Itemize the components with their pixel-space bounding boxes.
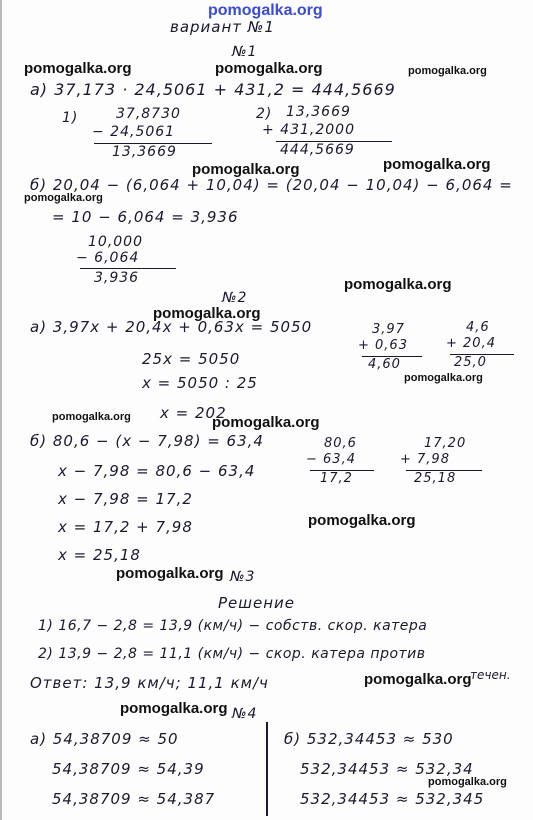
watermark: pomogalka.org [215,60,323,77]
task4-b-line2: 532,34453 ≈ 532,34 [300,760,474,778]
watermark: pomogalka.org [116,565,224,582]
task2-b-col1-row1: 80,6 [324,436,357,451]
task2-b-line2: x − 7,98 = 80,6 − 63,4 [58,462,256,480]
watermark: pomogalka.org [308,512,416,529]
task3-line2-cont: течен. [470,668,511,682]
task1-b-col-rule [80,268,176,269]
task4-a-line1: а) 54,38709 ≈ 50 [30,730,179,748]
task3-line2: 2) 13,9 − 2,8 = 11,1 (км/ч) − скор. катера против [38,646,426,662]
task2-a-col2-row2: + 20,4 [446,336,496,351]
task3-number: №3 [230,569,256,585]
task2-b-col2-result: 25,18 [414,471,457,486]
task2-b-col2-row2: + 7,98 [400,452,450,467]
task2-b-line4: x = 17,2 + 7,98 [58,518,193,536]
task1-col1-row2: − 24,5061 [92,124,176,140]
watermark: pomogalka.org [364,671,472,688]
task1-number: №1 [232,44,258,60]
task1-a-step1: 1) [62,110,79,126]
task1-col2-result: 444,5669 [280,142,355,158]
task3-answer: Ответ: 13,9 км/ч; 11,1 км/ч [30,674,269,692]
task1-b-col-result: 3,936 [94,270,140,286]
task2-a-line2: 25x = 5050 [142,350,241,368]
task2-b-col1-row2: − 63,4 [306,452,356,467]
task4-a-line2: 54,38709 ≈ 54,39 [52,760,205,778]
task2-a-col1-row1: 3,97 [372,322,405,337]
task2-b-line3: x − 7,98 = 17,2 [58,490,193,508]
task4-a-line3: 54,38709 ≈ 54,387 [52,790,216,808]
task2-b-line5: x = 25,18 [58,546,141,564]
task1-b-expression: б) 20,04 − (6,064 + 10,04) = (20,04 − 10,04) − 6,064 = [30,176,513,194]
task4-number: №4 [232,706,258,722]
task2-a-line3: x = 5050 : 25 [142,374,258,392]
task1-col1-result: 13,3669 [112,144,177,160]
watermark: pomogalka.org [344,276,452,293]
task4-b-line3: 532,34453 ≈ 532,345 [300,790,485,808]
watermark: pomogalka.org [24,60,132,77]
watermark: pomogalka.org [120,700,228,717]
task1-a-expression: а) 37,173 · 24,5061 + 431,2 = 444,5669 [30,80,396,99]
watermark: pomogalka.org [428,776,507,788]
task1-col2-row2: + 431,2000 [262,122,355,138]
task3-line1: 1) 16,7 − 2,8 = 13,9 (км/ч) − собств. скор. катера [38,618,428,634]
watermark: pomogalka.org [383,156,491,173]
task2-number: №2 [222,290,248,306]
task1-b-expression-cont: = 10 − 6,064 = 3,936 [52,208,239,226]
task1-b-col-row1: 10,000 [88,234,143,250]
watermark: pomogalka.org [24,192,103,204]
task2-b-col1-result: 17,2 [320,471,353,486]
task4-b-line1: б) 532,34453 ≈ 530 [284,730,454,748]
watermark: pomogalka.org [52,411,131,423]
task1-b-col-row2: − 6,064 [76,250,140,266]
watermark: pomogalka.org [212,414,320,431]
task4-divider [266,722,268,816]
task3-title: Решение [218,594,296,612]
watermark: pomogalka.org [153,305,261,322]
task2-a-line4: x = 202 [160,404,227,422]
task1-col1-row1: 37,8730 [116,106,181,122]
task1-col2-row1: 13,3669 [286,104,351,120]
watermark: pomogalka.org [408,65,487,77]
variant-heading: вариант №1 [170,18,275,36]
task2-a-col1-result: 4,60 [368,357,401,372]
page-edge [0,0,2,820]
task2-a-col2-result: 25,0 [454,355,487,370]
task2-a-col1-row2: + 0,63 [358,338,408,353]
task2-a-col2-row1: 4,6 [466,320,490,335]
task2-b-line1: б) 80,6 − (x − 7,98) = 63,4 [30,432,264,450]
task2-a-line1: а) 3,97x + 20,4x + 0,63x = 5050 [30,318,313,336]
site-watermark-top[interactable]: pomogalka.org [208,2,323,19]
watermark: pomogalka.org [192,161,300,178]
watermark: pomogalka.org [404,372,483,384]
task2-b-col2-row1: 17,20 [424,436,467,451]
task1-a-step2: 2) [256,106,273,122]
